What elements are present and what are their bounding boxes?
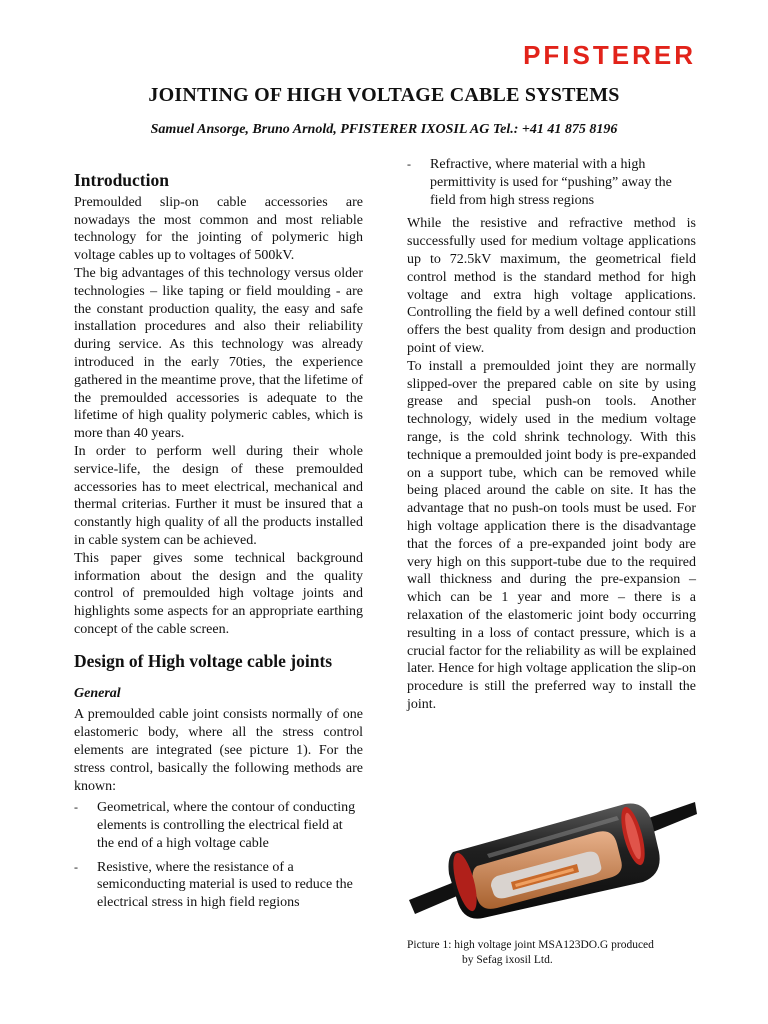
caption-line-1: Picture 1: high voltage joint MSA123DO.G produced <box>407 939 654 951</box>
general-heading: General <box>74 685 121 701</box>
intro-paragraph-1: Premoulded slip-on cable accessories are nowadays the most common and most reliable technology for the jointing of polymeric high voltage cables up to voltages of 500kV. <box>74 194 363 264</box>
list-item-geometrical: - Geometrical, where the contour of conducting elements is controlling the electrical field at the end of a high voltage cable <box>74 799 363 852</box>
company-logo: PFISTERER <box>523 40 696 70</box>
left-column <box>74 150 363 912</box>
design-heading: Design of High voltage cable joints <box>74 650 333 671</box>
intro-paragraph-4: This paper gives some technical background information about the design and the quality control of premoulded high voltage joints and highlights some aspects for an appropriate earthing concept of the cable screen. <box>74 550 363 637</box>
right-paragraph-1: While the resistive and refractive method is successfully used for medium voltage applications up to 72.5kV maximum, the geometrical field control method is the standard method for high voltage and extra high voltage applications. Controlling the field by a well defined contour still offers the best quality from design and production point of view. <box>407 216 696 356</box>
stress-control-methods-list <box>74 799 363 912</box>
list-item-refractive: - Refractive, where material with a high permittivity is used for “pushing” away the field from high stress regions <box>407 156 696 209</box>
general-paragraph: A premoulded cable joint consists normally of one elastomeric body, where all the stress control elements are integrated (see picture 1). For the stress control, basically the following methods are known: <box>74 707 363 794</box>
figure-caption <box>407 938 707 968</box>
list-item-resistive: - Resistive, where the resistance of a semiconducting material is used to reduce the electrical stress in high field regions <box>74 859 363 912</box>
joint-picture <box>407 782 697 922</box>
right-paragraph-2: To install a premoulded joint they are normally slipped-over the prepared cable on site by using grease and special push-on tools. Another technology, widely used in the medium voltage range, is the cold shrink technology. With this technique a premoulded joint body is pre-expanded on a support tube, which can be removed while being placed around the cable on site. It has the advantage that no push-on tools must be used. For high voltage application there is the disadvantage that the forces of a pre-expanded joint body are very high on this support-tube due to the required wall thickness and during the pre-expansion – which can be 1 year and more – there is a relaxation of the elastomeric joint body occurring resulting in a loss of contact pressure, which is a crucial factor for the reliability as will be explained later. Hence for high voltage application the slip-on procedure is still the preferred way to install the joint. <box>407 358 696 712</box>
caption-line-2: by Sefag ixosil Ltd. <box>462 954 553 966</box>
stress-control-methods-list-continued <box>407 156 696 209</box>
authors-line: Samuel Ansorge, Bruno Arnold, PFISTERER IXOSIL AG Tel.: +41 41 875 8196 <box>150 122 618 137</box>
right-column <box>407 150 696 714</box>
intro-paragraph-2: The big advantages of this technology versus older technologies – like taping or field moulding - are the constant production quality, the easy and safe installation procedures and also their reliability during service. As this technology was already introduced in the early 70ties, the experience gathered in the meantime prove, that the lifetime of the premoulded accessories is adequate to the lifetime of high quality polymeric cables, which is more than 40 years. <box>74 265 363 442</box>
page-title: JOINTING OF HIGH VOLTAGE CABLE SYSTEMS <box>148 84 620 106</box>
intro-paragraph-3: In order to perform well during their whole service-life, the design of these premoulded accessories has to meet electrical, mechanical and thermal criterias. Further it must be insured that a constantly high quality of all the products installed in cable system can be achieved. <box>74 443 363 548</box>
introduction-heading: Introduction <box>74 170 169 190</box>
